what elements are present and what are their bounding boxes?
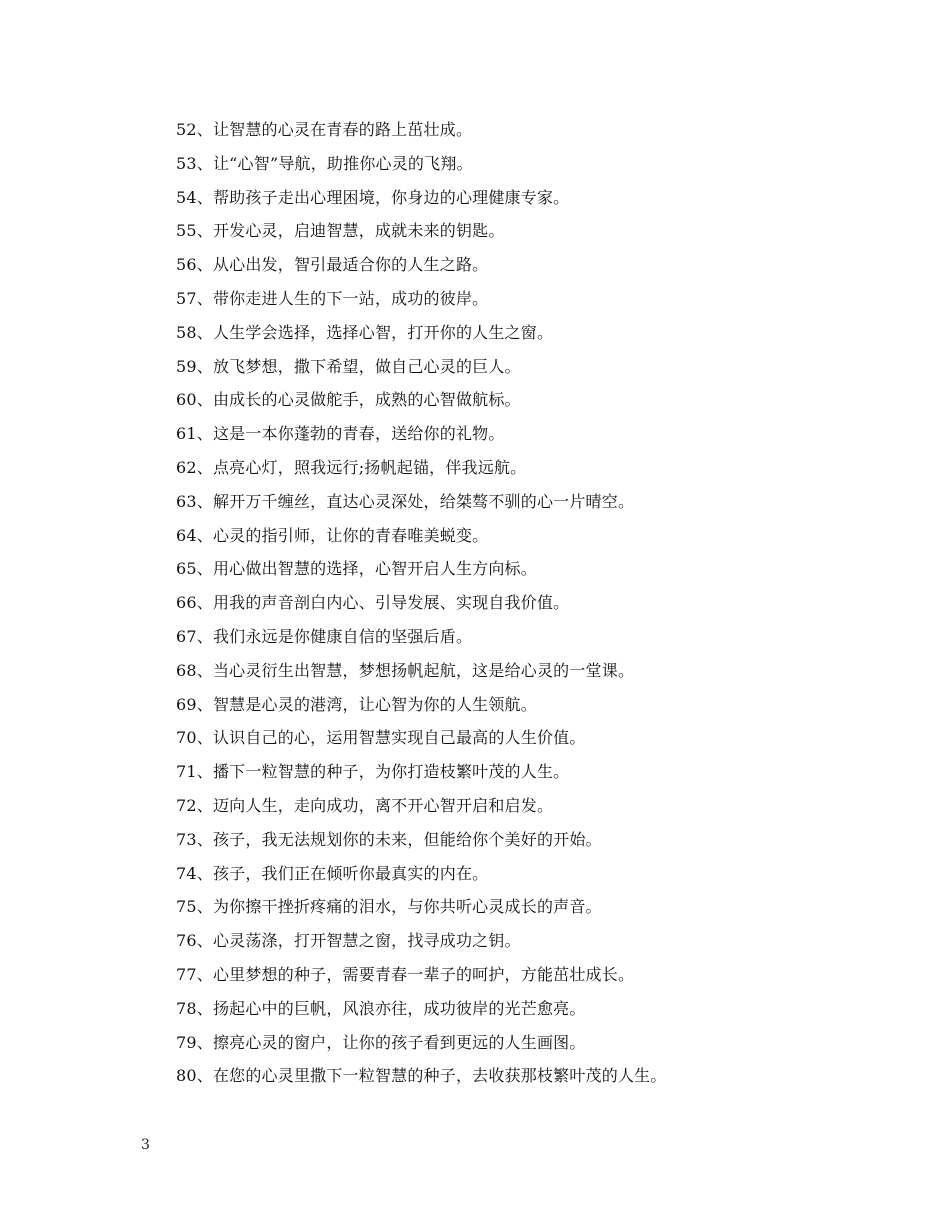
list-item: 67、我们永远是你健康自信的坚强后盾。 bbox=[176, 626, 473, 646]
list-item: 74、孩子，我们正在倾听你最真实的内在。 bbox=[176, 863, 489, 883]
list-item: 54、帮助孩子走出心理困境，你身边的心理健康专家。 bbox=[176, 187, 570, 207]
list-item: 58、人生学会选择，选择心智，打开你的人生之窗。 bbox=[176, 322, 554, 342]
list-item: 78、扬起心中的巨帆，风浪亦往，成功彼岸的光芒愈亮。 bbox=[176, 998, 586, 1018]
list-item: 80、在您的心灵里撒下一粒智慧的种子，去收获那枝繁叶茂的人生。 bbox=[176, 1066, 667, 1086]
list-item: 60、由成长的心灵做舵手，成熟的心智做航标。 bbox=[176, 390, 521, 410]
list-item: 63、解开万千缠丝，直达心灵深处，给桀骜不驯的心一片晴空。 bbox=[176, 491, 635, 511]
list-item: 72、迈向人生，走向成功，离不开心智开启和启发。 bbox=[176, 795, 554, 815]
list-item: 53、让“心智”导航，助推你心灵的飞翔。 bbox=[176, 153, 473, 173]
list-item: 65、用心做出智慧的选择，心智开启人生方向标。 bbox=[176, 559, 537, 579]
list-item: 56、从心出发，智引最适合你的人生之路。 bbox=[176, 255, 489, 275]
list-item: 68、当心灵衍生出智慧，梦想扬帆起航，这是给心灵的一堂课。 bbox=[176, 660, 635, 680]
list-item: 75、为你擦干挫折疼痛的泪水，与你共听心灵成长的声音。 bbox=[176, 897, 602, 917]
list-item: 55、开发心灵，启迪智慧，成就未来的钥匙。 bbox=[176, 221, 505, 241]
list-item: 61、这是一本你蓬勃的青春，送给你的礼物。 bbox=[176, 424, 505, 444]
list-item: 59、放飞梦想，撒下希望，做自己心灵的巨人。 bbox=[176, 356, 521, 376]
list-item: 77、心里梦想的种子，需要青春一辈子的呵护，方能茁壮成长。 bbox=[176, 964, 635, 984]
list-item: 79、擦亮心灵的窗户，让你的孩子看到更远的人生画图。 bbox=[176, 1032, 586, 1052]
list-item: 76、心灵荡涤，打开智慧之窗，找寻成功之钥。 bbox=[176, 931, 521, 951]
list-item: 66、用我的声音剖白内心、引导发展、实现自我价值。 bbox=[176, 593, 570, 613]
list-item: 57、带你走进人生的下一站，成功的彼岸。 bbox=[176, 288, 489, 308]
list-item: 69、智慧是心灵的港湾，让心智为你的人生领航。 bbox=[176, 694, 537, 714]
list-item: 70、认识自己的心，运用智慧实现自己最高的人生价值。 bbox=[176, 728, 586, 748]
slogan-list bbox=[176, 118, 667, 1098]
list-item: 73、孩子，我无法规划你的未来，但能给你个美好的开始。 bbox=[176, 829, 602, 849]
list-item: 52、让智慧的心灵在青春的路上茁壮成。 bbox=[176, 120, 473, 139]
page-number: 3 bbox=[141, 1137, 150, 1153]
list-item: 64、心灵的指引师，让你的青春唯美蜕变。 bbox=[176, 525, 489, 545]
list-item: 62、点亮心灯，照我远行;扬帆起锚，伴我远航。 bbox=[176, 457, 527, 477]
list-item: 71、播下一粒智慧的种子，为你打造枝繁叶茂的人生。 bbox=[176, 762, 570, 782]
